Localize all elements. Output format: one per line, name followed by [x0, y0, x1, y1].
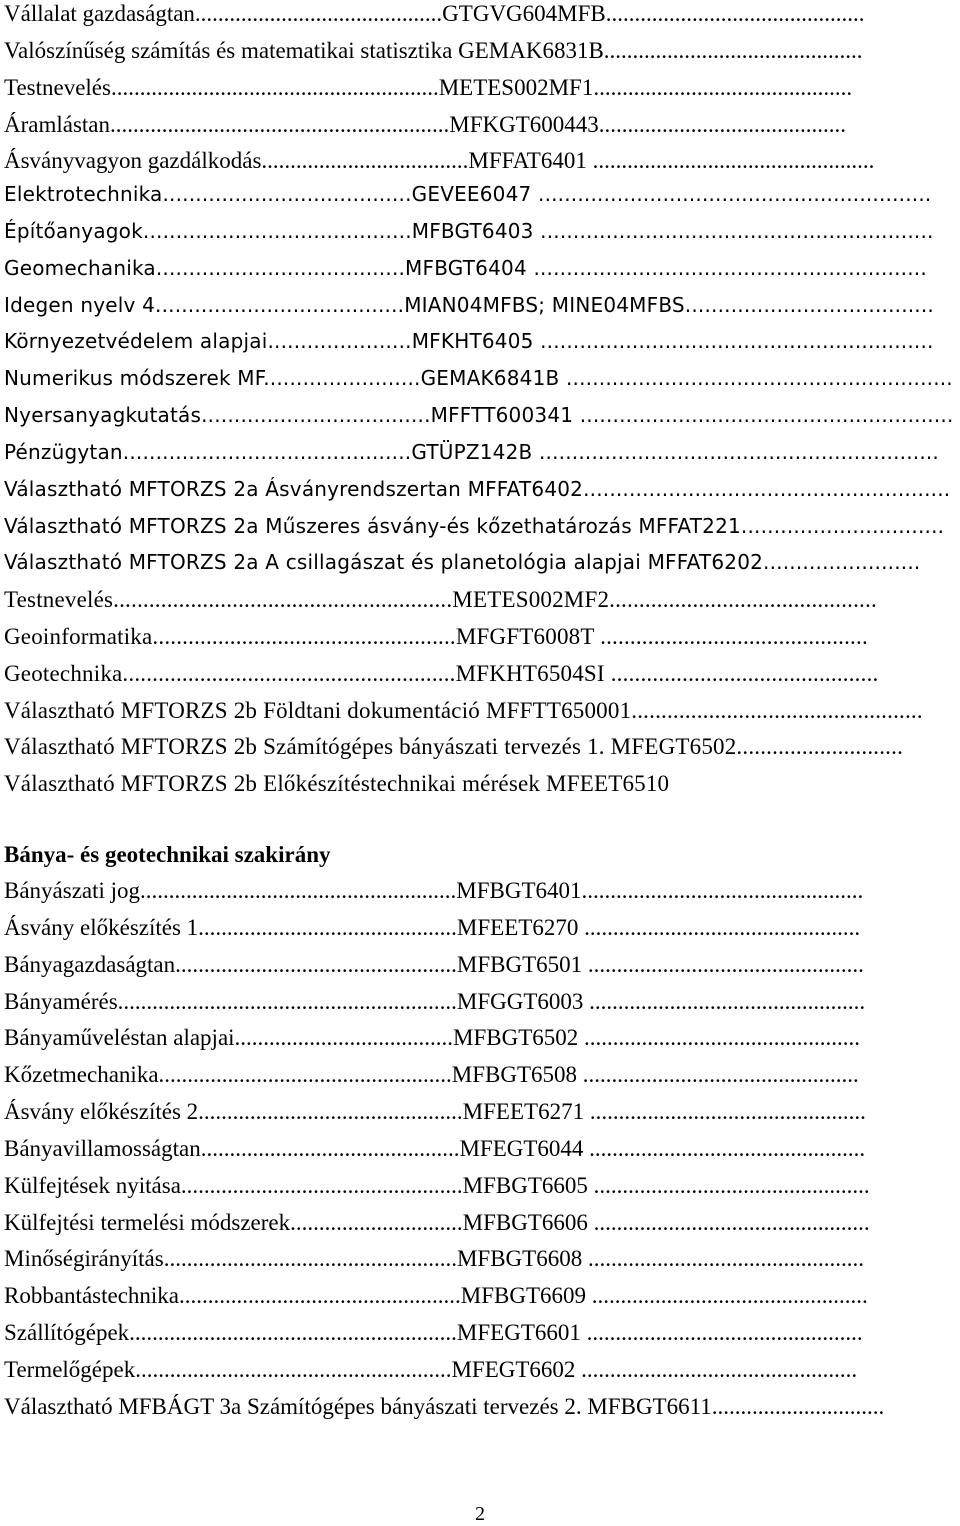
- list-item: Kőzetmechanika...................................................MFBGT6508 ................................................: [4, 1062, 859, 1088]
- list-item: Idegen nyelv 4......................................MIAN04MFBS; MINE04MFBS......................................: [4, 292, 934, 317]
- list-item: Geomechanika......................................MFBGT6404 ............................................................: [4, 255, 927, 280]
- list-item: Nyersanyagkutatás...................................MFFTT600341 .........................................................: [4, 403, 954, 428]
- course-list-bottom: [4, 582, 960, 803]
- list-item: Testnevelés.........................................................METES002MF2.............................................: [4, 587, 877, 612]
- list-item: Minőségirányítás...................................................MFBGT6608 ................................................: [4, 1246, 864, 1272]
- list-item: Pénzügytan............................................GTÜPZ142B .............................................................: [4, 439, 939, 464]
- list-item: Geoinformatika...................................................MFGFT6008T .............................................: [4, 623, 868, 649]
- list-item: Testnevelés.........................................................METES002MF1.............................................: [4, 74, 853, 100]
- list-item: Építőanyagok.........................................MFBGT6403 ............................................................: [4, 218, 934, 243]
- list-item: Környezetvédelem alapjai......................MFKHT6405 ............................................................: [4, 329, 934, 354]
- list-item: Külfejtési termelési módszerek..............................MFBGT6606 ................................................: [4, 1209, 870, 1235]
- list-item: Numerikus módszerek MF........................GEMAK6841B ...........................................................: [4, 366, 953, 391]
- list-item: Ásványvagyon gazdálkodás....................................MFFAT6401 .................................................: [4, 148, 875, 174]
- list-item: Bányagazdaságtan.................................................MFBGT6501 ................................................: [4, 951, 864, 977]
- list-item: Választható MFTORZS 2b Előkészítéstechnikai mérések MFEET6510: [4, 771, 670, 797]
- list-item: Választható MFTORZS 2b Földtani dokumentáció MFFTT650001.................................................: [4, 697, 923, 723]
- list-item: Külfejtések nyitása.................................................MFBGT6605 ................................................: [4, 1172, 870, 1198]
- list-item: Szállítógépek.........................................................MFEGT6601 ................................................: [4, 1320, 863, 1346]
- list-item: Elektrotechnika......................................GEVEE6047 ............................................................: [4, 182, 932, 206]
- course-list-top: [4, 0, 960, 180]
- list-item: Választható MFBÁGT 3a Számítógépes bányászati tervezés 2. MFBGT6611..............................: [4, 1393, 885, 1419]
- list-item: Vállalat gazdaságtan...........................................GTGVG604MFB.............................................: [4, 1, 865, 26]
- list-item: Választható MFTORZS 2b Számítógépes bányászati tervezés 1. MFEGT6502............................: [4, 734, 904, 760]
- list-item: Geotechnika........................................................MFKHT6504SI .............................................: [4, 660, 879, 686]
- list-item: Áramlástan...........................................................MFKGT600443...........................................: [4, 111, 847, 137]
- list-item: Ásvány előkészítés 2..............................................MFEET6271 ................................................: [4, 1099, 866, 1125]
- list-item: Bányamérés...........................................................MFGGT6003 ................................................: [4, 988, 866, 1014]
- course-list-middle: [4, 176, 960, 581]
- list-item: Termelőgépek.......................................................MFEGT6602 ................................................: [4, 1356, 858, 1382]
- list-item: Választható MFTORZS 2a Ásványrendszertan MFFAT6402........................................................: [4, 476, 951, 501]
- list-item: Választható MFTORZS 2a Műszeres ásvány-és kőzethatározás MFFAT221...............................: [4, 513, 945, 538]
- section-heading: Bánya- és geotechnikai szakirány: [4, 842, 331, 867]
- list-item: Robbantástechnika.................................................MFBGT6609 ................................................: [4, 1283, 868, 1309]
- list-item: Bányaműveléstan alapjai......................................MFBGT6502 ................................................: [4, 1025, 861, 1051]
- list-item: Valószínűség számítás és matematikai statisztika GEMAK6831B.............................................: [4, 37, 863, 63]
- course-list-section: [4, 873, 960, 1426]
- list-item: Bányavillamosságtan.............................................MFEGT6044 ................................................: [4, 1135, 866, 1161]
- list-item: Bányászati jog.......................................................MFBGT6401.................................................: [4, 878, 864, 903]
- list-item: Ásvány előkészítés 1.............................................MFEET6270 ................................................: [4, 914, 861, 940]
- list-item: Választható MFTORZS 2a A csillagászat és planetológia alapjai MFFAT6202........................: [4, 550, 921, 575]
- page-number: 2: [475, 1503, 485, 1525]
